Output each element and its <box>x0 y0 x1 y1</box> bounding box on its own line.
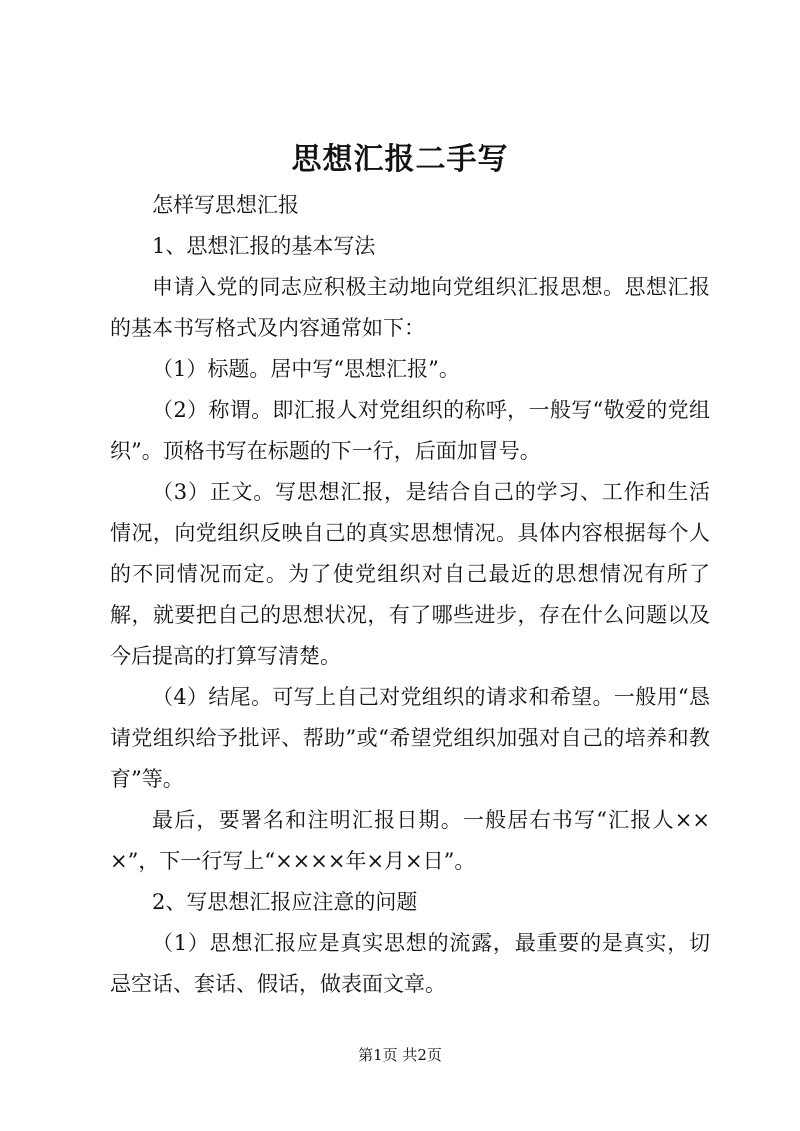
paragraph-intro: 申请入党的同志应积极主动地向党组织汇报思想。思想汇报的基本书写格式及内容通常如下： <box>110 275 710 340</box>
section-heading-2: 2、写思想汇报应注意的问题 <box>152 890 418 914</box>
paragraph-item-3: （3）正文。写思想汇报，是结合自己的学习、工作和生活情况，向党组织反映自己的真实思想情况。具体内容根据每个人的不同情况而定。为了使党组织对自己最近的思想情况有所了解，就要把自己的思想状况，有了哪些进步，存在什么问题以及今后提高的打算写清楚。 <box>110 480 710 668</box>
paragraph-item-1: （1）标题。居中写“思想汇报”。 <box>152 357 460 381</box>
paragraph-item-2: （2）称谓。即汇报人对党组织的称呼，一般写“敬爱的党组织”。顶格书写在标题的下一行，后面加冒号。 <box>110 398 710 463</box>
document-body <box>110 185 710 1005</box>
paragraph-note-1: （1）思想汇报应是真实思想的流露，最重要的是真实，切忌空话、套话、假话，做表面文章。 <box>110 931 710 996</box>
document-title: 思想汇报二手写 <box>291 142 509 177</box>
paragraph-closing: 最后，要署名和注明汇报日期。一般居右书写“汇报人×××”，下一行写上“××××年×月×日”。 <box>110 808 710 873</box>
paragraph-item-4: （4）结尾。可写上自己对党组织的请求和希望。一般用“恳请党组织给予批评、帮助”或“希望党组织加强对自己的培养和教育”等。 <box>110 685 710 791</box>
page-footer: 第1页 共2页 <box>358 1046 442 1064</box>
section-heading-1: 1、思想汇报的基本写法 <box>152 234 376 258</box>
paragraph-heading: 怎样写思想汇报 <box>152 193 299 217</box>
